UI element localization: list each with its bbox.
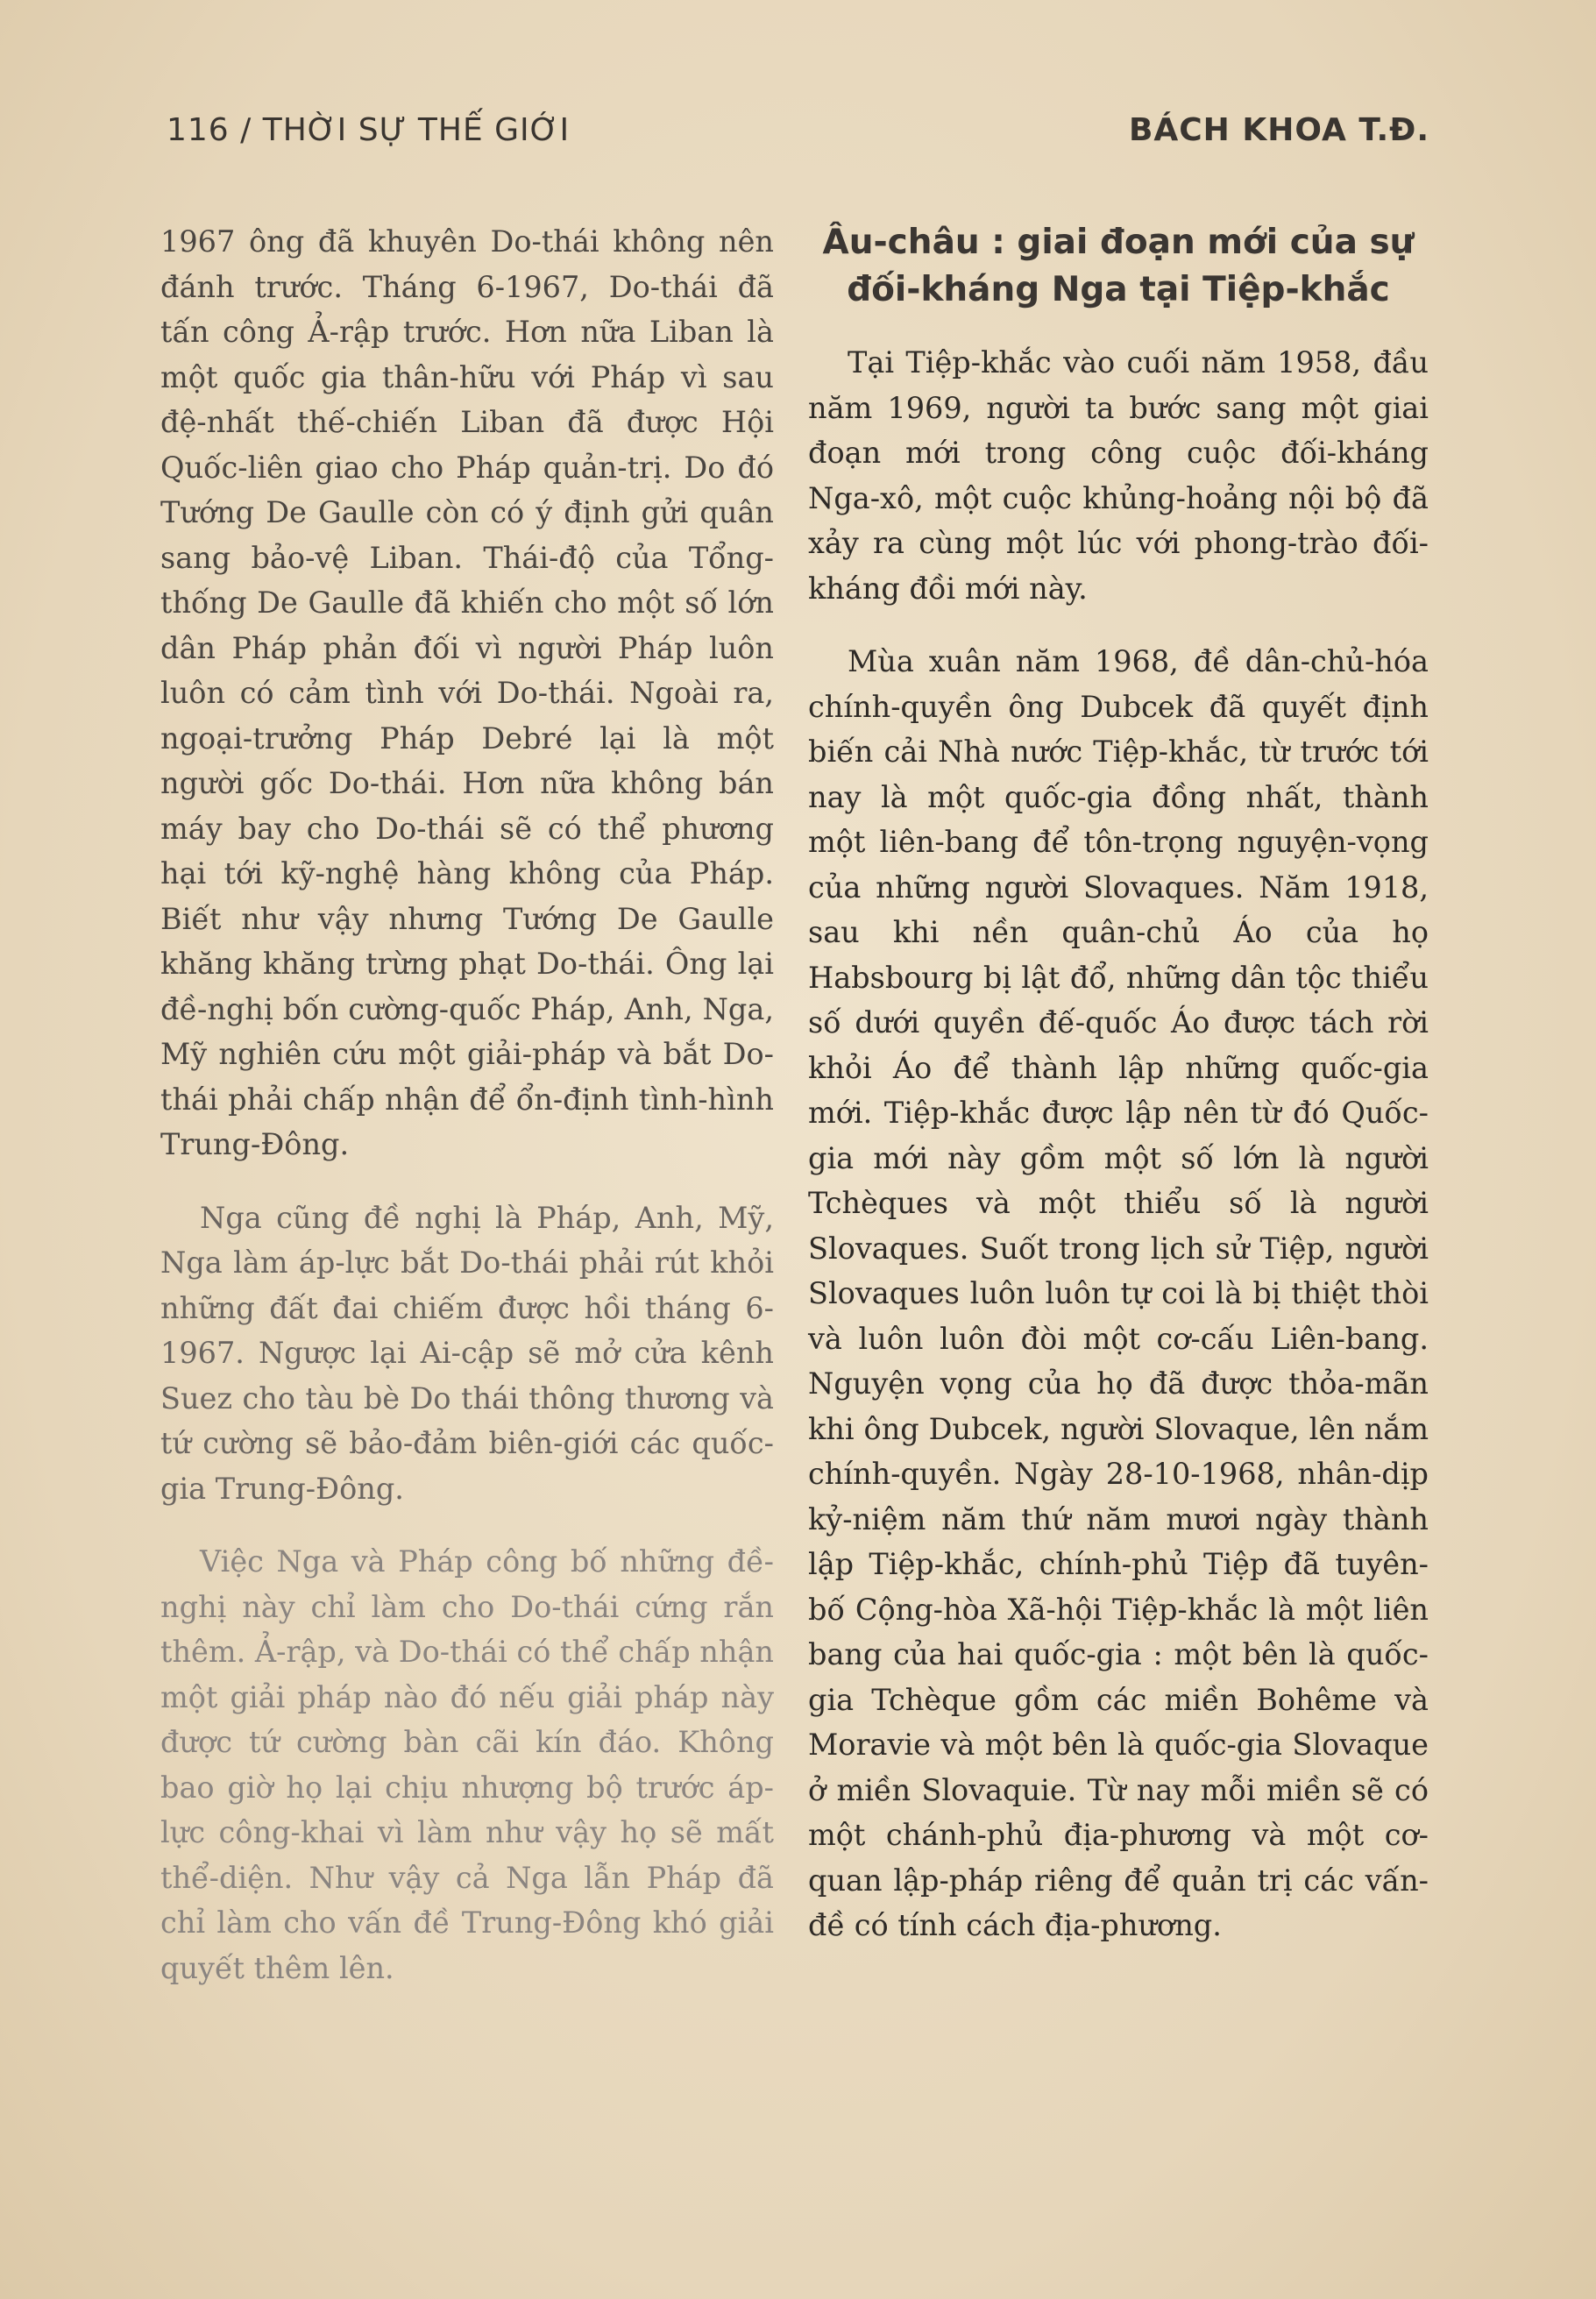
running-head-left: 116 / THỜI SỰ THẾ GIỚI: [167, 112, 571, 148]
left-column: [160, 219, 774, 1990]
right-paragraph-2: Mùa xuân năm 1968, đề dân-chủ-hóa chính-quyền ông Dubcek đã quyết định biến cải Nhà nước Tiệp-khắc, từ trước tới nay là một quốc-gia đồng nhất, thành một liên-bang để tôn-trọng nguyện-vọng của những người Slovaques. Năm 1918, sau khi nền quân-chủ Áo của họ Habsbourg bị lật đổ, những dân tộc thiểu số dưới quyền đế-quốc Áo được tách rời khỏi Áo để thành lập những quốc-gia mới. Tiệp-khắc được lập nên từ đó Quốc-gia mới này gồm một số lớn là người Tchèques và một thiểu số là người Slovaques. Suốt trong lịch sử Tiệp, người Slovaques luôn luôn tự coi là bị thiệt thòi và luôn luôn đòi một cơ-cấu Liên-bang. Nguyện vọng của họ đã được thỏa-mãn khi ông Dubcek, người Slovaque, lên nắm chính-quyền. Ngày 28-10-1968, nhân-dịp kỷ-niệm năm thứ năm mươi ngày thành lập Tiệp-khắc, chính-phủ Tiệp đã tuyên-bố Cộng-hòa Xã-hội Tiệp-khắc là một liên bang của hai quốc-gia : một bên là quốc-gia Tchèque gồm các miền Bohême và Moravie và một bên là quốc-gia Slovaque ở miền Slovaquie. Từ nay mỗi miền sẽ có một chánh-phủ địa-phương và một cơ-quan lập-pháp riêng để quản trị các vấn-đề có tính cách địa-phương.: [808, 644, 1429, 1942]
page-header: [167, 112, 1429, 165]
section-title: Âu-châu : giai đoạn mới của sự đối-kháng Nga tại Tiệp-khắc: [822, 223, 1415, 309]
right-paragraph-1: Tại Tiệp-khắc vào cuối năm 1958, đầu năm 1969, người ta bước sang một giai đoạn mới trong công cuộc đối-kháng Nga-xô, một cuộc khủng-hoảng nội bộ đã xảy ra cùng một lúc với phong-trào đối-kháng đồi mới này.: [808, 345, 1429, 606]
left-paragraph-1: 1967 ông đã khuyên Do-thái không nên đánh trước. Tháng 6-1967, Do-thái đã tấn công Ả-rập trước. Hơn nữa Liban là một quốc gia thân-hữu với Pháp vì sau đệ-nhất thế-chiến Liban đã được Hội Quốc-liên giao cho Pháp quản-trị. Do đó Tướng De Gaulle còn có ý định gửi quân sang bảo-vệ Liban. Thái-độ của Tổng-thống De Gaulle đã khiến cho một số lớn dân Pháp phản đối vì người Pháp luôn luôn có cảm tình với Do-thái. Ngoài ra, ngoại-trưởng Pháp Debré lại là một người gốc Do-thái. Hơn nữa không bán máy bay cho Do-thái sẽ có thể phương hại tới kỹ-nghệ hàng không của Pháp. Biết như vậy nhưng Tướng De Gaulle khăng khăng trừng phạt Do-thái. Ông lại đề-nghị bốn cường-quốc Pháp, Anh, Nga, Mỹ nghiên cứu một giải-pháp và bắt Do-thái phải chấp nhận để ổn-định tình-hình Trung-Đông.: [160, 224, 774, 1161]
right-column: [808, 219, 1429, 1948]
running-head-right: BÁCH KHOA T.Đ.: [1128, 112, 1429, 148]
left-paragraph-2: Nga cũng đề nghị là Pháp, Anh, Mỹ, Nga làm áp-lực bắt Do-thái phải rút khỏi những đất đai chiếm được hồi tháng 6-1967. Ngược lại Ai-cập sẽ mở cửa kênh Suez cho tàu bè Do thái thông thương và tứ cường sẽ bảo-đảm biên-giới các quốc-gia Trung-Đông.: [160, 1200, 774, 1506]
left-paragraph-3: Việc Nga và Pháp công bố những đề-nghị này chỉ làm cho Do-thái cứng rắn thêm. Ả-rập, và Do-thái có thể chấp nhận một giải pháp nào đó nếu giải pháp này được tứ cường bàn cãi kín đáo. Không bao giờ họ lại chịu nhượng bộ trước áp-lực công-khai vì làm như vậy họ sẽ mất thể-diện. Như vậy cả Nga lẫn Pháp đã chỉ làm cho vấn đề Trung-Đông khó giải quyết thêm lên.: [160, 1544, 774, 1985]
